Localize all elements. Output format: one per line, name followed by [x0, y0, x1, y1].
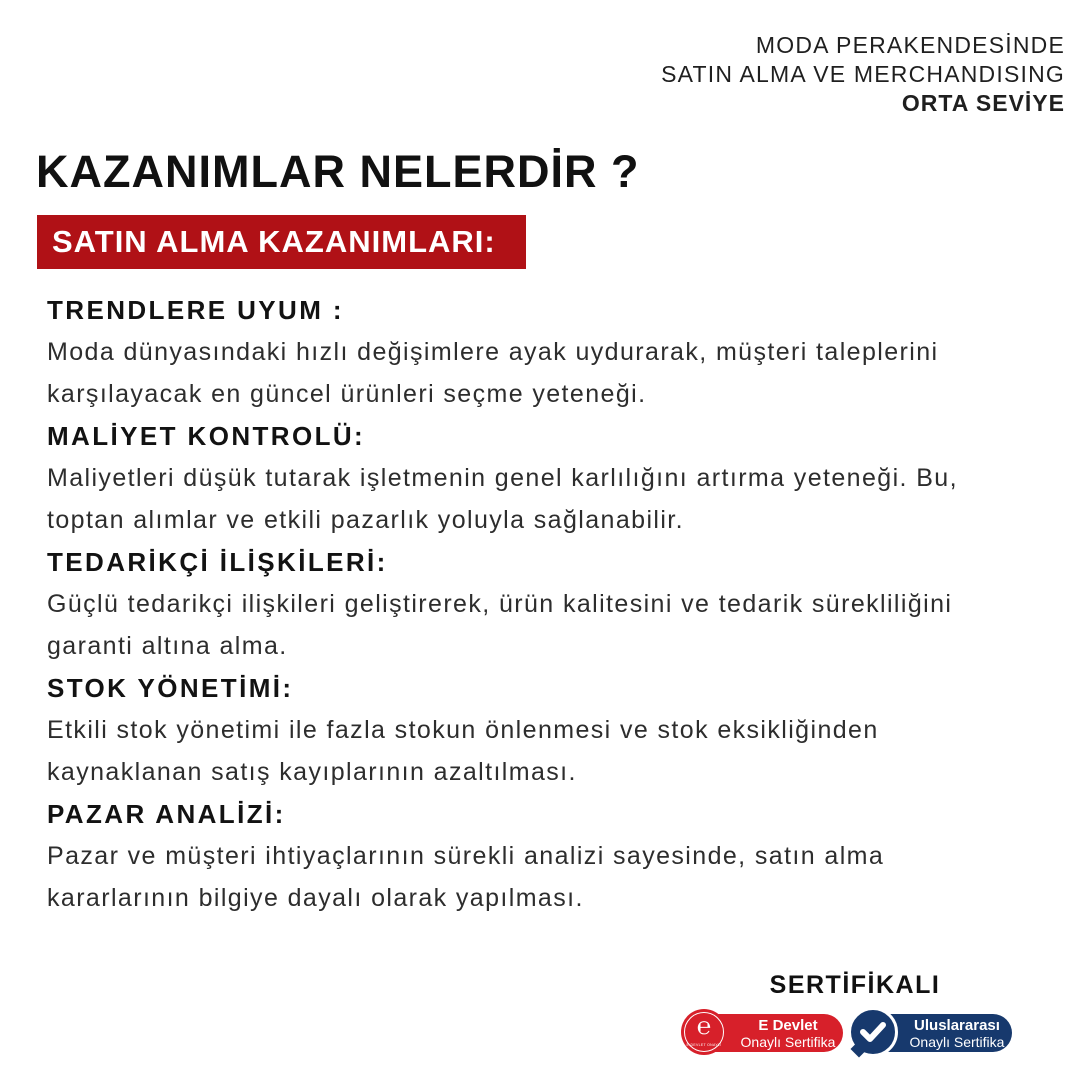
section-banner — [37, 215, 526, 269]
gain-body: Moda dünyasındaki hızlı değişimlere ayak uydurarak, müşteri taleplerini karşılayacak en güncel ürünleri seçme yeteneği. — [47, 338, 939, 408]
gain-heading: TEDARİKÇİ İLİŞKİLERİ: — [47, 547, 388, 577]
emblem-caption: E-DEVLET ONAYLI — [686, 1043, 722, 1047]
gain-item — [47, 289, 972, 415]
gain-body: Etkili stok yönetimi ile fazla stokun önlenmesi ve stok eksikliğinden kaynaklanan satış kayıplarının azaltılması. — [47, 716, 879, 786]
gain-body: Maliyetleri düşük tutarak işletmenin genel karlılığını artırma yeteneği. Bu, toptan alımlar ve etkili pazarlık yoluyla sağlanabilir. — [47, 464, 958, 534]
course-title-line2: SATIN ALMA VE MERCHANDISING — [661, 61, 1065, 87]
checkmark-icon — [848, 1007, 898, 1057]
banner-label: SATIN ALMA KAZANIMLARI: — [52, 224, 496, 259]
certified-label: SERTİFİKALI — [769, 971, 941, 999]
badge-title: E Devlet — [758, 1016, 818, 1034]
gain-item — [47, 415, 972, 541]
gain-heading: TRENDLERE UYUM : — [47, 295, 344, 325]
gain-heading: MALİYET KONTROLÜ: — [47, 421, 366, 451]
speech-bubble-tail — [851, 1041, 868, 1058]
header — [661, 31, 1065, 118]
course-level: ORTA SEVİYE — [901, 90, 1065, 116]
edevlet-logo-icon — [681, 1009, 727, 1055]
gain-item — [47, 541, 972, 667]
course-title-line1: MODA PERAKENDESİNDE — [755, 32, 1065, 58]
gain-body: Güçlü tedarikçi ilişkileri geliştirerek, ürün kalitesini ve tedarik sürekliliğini garanti altına alma. — [47, 590, 953, 660]
badge-subtitle: Onaylı Sertifika — [740, 1033, 836, 1050]
international-badge — [850, 1007, 1012, 1057]
gain-heading: STOK YÖNETİMİ: — [47, 673, 294, 703]
gains-list — [47, 289, 972, 919]
gain-item — [47, 793, 972, 919]
edevlet-e-glyph: ℮ — [696, 1012, 712, 1040]
gain-item — [47, 667, 972, 793]
badge-subtitle: Onaylı Sertifika — [909, 1033, 1005, 1050]
badge-title: Uluslararası — [914, 1016, 1000, 1034]
gain-body: Pazar ve müşteri ihtiyaçlarının sürekli analizi sayesinde, satın alma kararlarının bilgiye dayalı olarak yapılması. — [47, 842, 885, 912]
page-title: KAZANIMLAR NELERDİR ? — [36, 146, 640, 197]
certification-badges — [681, 1007, 1012, 1057]
gain-heading: PAZAR ANALİZİ: — [47, 799, 286, 829]
edevlet-badge — [681, 1007, 843, 1057]
